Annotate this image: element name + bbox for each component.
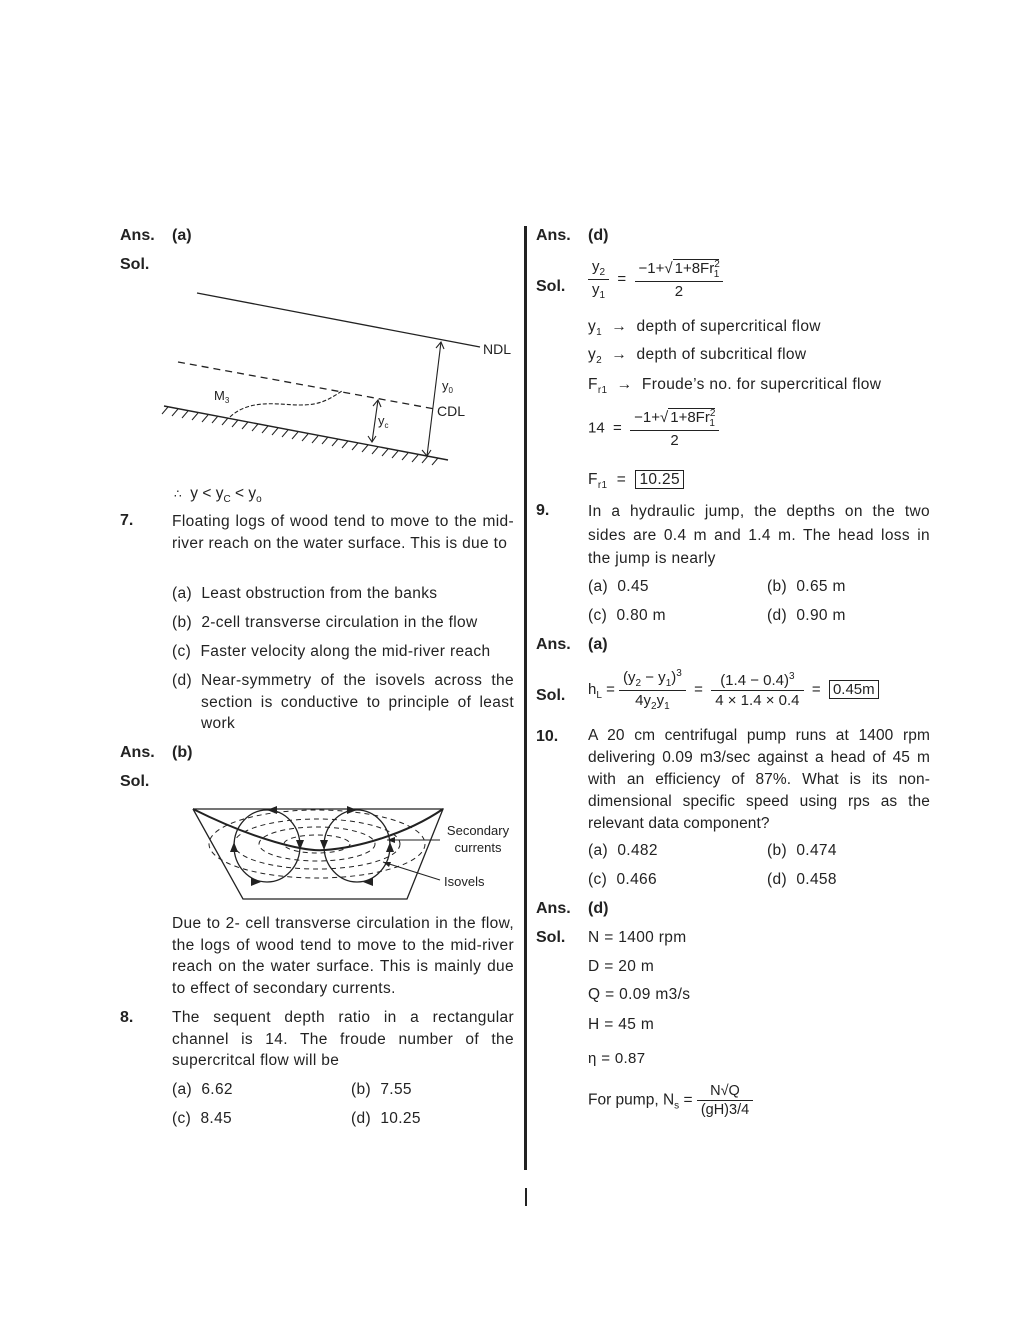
ans-value-q7: (b): [172, 744, 193, 761]
q8-option-d: (d) 10.25: [351, 1110, 421, 1127]
yc-label: $y_c$: [378, 413, 389, 430]
q9-option-d: (d) 0.90 m: [767, 607, 846, 624]
given-diameter: D = 20 m: [588, 958, 655, 975]
ans-value-q8: (d): [588, 227, 609, 244]
q9-option-a: (a) 0.45: [588, 578, 649, 595]
sol-label-q7: Sol.: [120, 773, 150, 790]
sol7-explanation: Due to 2- cell transverse circulation in the flow, the logs of wood tend to move to the mid-river reach on the water surface. This is mainly due to effect of secondary currents.: [172, 915, 514, 997]
q10-option-d: (d) 0.458: [767, 871, 837, 888]
sol-label-q8: Sol.: [536, 278, 566, 295]
q7-option-d-text: Near-symmetry of the isovels across the section is conductive to principle of least work: [201, 672, 514, 732]
definition-fr1: $F_{r1}$ → Froude’s no. for supercritical flow: [588, 376, 882, 397]
question-number-9: 9.: [536, 502, 550, 519]
q7-option-d-key: (d): [172, 672, 192, 689]
question-number-8: 8.: [120, 1009, 134, 1026]
secondary-currents-label: Secondary currents: [446, 823, 510, 855]
ans-label-q8: Ans.: [536, 227, 571, 244]
ans-label-q6: Ans.: [120, 227, 155, 244]
question-text-7: Floating logs of wood tend to move to the mid-river reach on the water surface. This is due to: [172, 513, 514, 552]
q9-option-c: (c) 0.80 m: [588, 607, 666, 624]
ans-value-q6: (a): [172, 227, 192, 244]
head-loss-equation: $h_L$ = $\frac{(y_2 - y_1)^3}{4y_2y_1}$ = $\frac{(1.4 - 0.4)^3}{4 \times 1.4 \times 0.4}$ = 0.45m: [588, 668, 879, 712]
m3-profile-curve: [230, 391, 342, 417]
question-text-10: A 20 cm centrifugal pump runs at 1400 rpm delivering 0.09 m3/sec against a head of 45 m with an efficiency of 87%. What is its non-dimensional specific speed using rps as the relevant data component?: [588, 727, 930, 832]
q7-option-c: (c) Faster velocity along the mid-river reach: [172, 643, 491, 660]
column-divider: [524, 226, 527, 1170]
ans-label-q9: Ans.: [536, 636, 571, 653]
isovels-label: Isovels: [444, 874, 485, 889]
ans-label-q7: Ans.: [120, 744, 155, 761]
bed-hatching: [162, 407, 438, 465]
question-text-9: In a hydraulic jump, the depths on the two sides are 0.4 m and 1.4 m. The head loss in the jump is nearly: [588, 503, 930, 567]
given-speed: N = 1400 rpm: [588, 929, 687, 946]
froude-equation: 14 = $\frac{-1+√ 1+8Fr^2_1}{2}$: [588, 408, 719, 449]
cdl-label: CDL: [437, 403, 466, 419]
given-discharge: Q = 0.09 m3/s: [588, 986, 691, 1003]
depth-relation: ∴ $y < y_C < y_o$: [174, 485, 262, 506]
question-number-10: 10.: [536, 728, 559, 745]
water-surface: [193, 809, 443, 850]
sol-label-q10: Sol.: [536, 929, 566, 946]
sol-label-q6: Sol.: [120, 256, 150, 273]
y0-label: $y_0$: [442, 378, 453, 395]
definition-y1: $y_1$ → depth of supercritical flow: [588, 318, 821, 339]
ans-value-q10: (d): [588, 900, 609, 917]
y0-arrow: [427, 342, 441, 456]
q8-option-b: (b) 7.55: [351, 1081, 412, 1098]
specific-speed-formula: For pump, $N_s$ = $\frac{N√Q}{(gH)3/4}$: [588, 1083, 753, 1118]
sequent-depth-equation: $\frac{y_2}{y_1}$ = $\frac{-1+√ 1+8Fr^2_1}{2}$: [588, 258, 723, 301]
q10-option-a: (a) 0.482: [588, 842, 658, 859]
q9-option-b: (b) 0.65 m: [767, 578, 846, 595]
ans-label-q10: Ans.: [536, 900, 571, 917]
q7-option-a: (a) Least obstruction from the banks: [172, 585, 438, 602]
given-head: H = 45 m: [588, 1016, 655, 1033]
isovel-pointer: [383, 862, 440, 880]
channel-bed: [164, 406, 448, 460]
water-profile-diagram: [150, 280, 530, 470]
q10-option-c: (c) 0.466: [588, 871, 657, 888]
question-text-8: The sequent depth ratio in a rectangular channel is 14. The froude number of the supercritcal flow will be: [172, 1009, 514, 1069]
ndl-line: [197, 293, 480, 347]
channel-section: [193, 809, 443, 899]
q7-option-b: (b) 2-cell transverse circulation in the flow: [172, 614, 478, 631]
given-efficiency: η = 0.87: [588, 1050, 646, 1067]
m3-label: $M_3$: [214, 388, 230, 405]
sol-label-q9: Sol.: [536, 687, 566, 704]
q8-option-a: (a) 6.62: [172, 1081, 233, 1098]
ndl-label: NDL: [483, 341, 512, 357]
question-number-7: 7.: [120, 512, 134, 529]
froude-result: $F_{r1} = 10.25$: [588, 469, 684, 497]
definition-y2: $y_2$ → depth of subcritical flow: [588, 346, 807, 367]
q10-option-b: (b) 0.474: [767, 842, 837, 859]
divider-tick: [525, 1188, 527, 1206]
q8-option-c: (c) 8.45: [172, 1110, 233, 1127]
ans-value-q9: (a): [588, 636, 608, 653]
